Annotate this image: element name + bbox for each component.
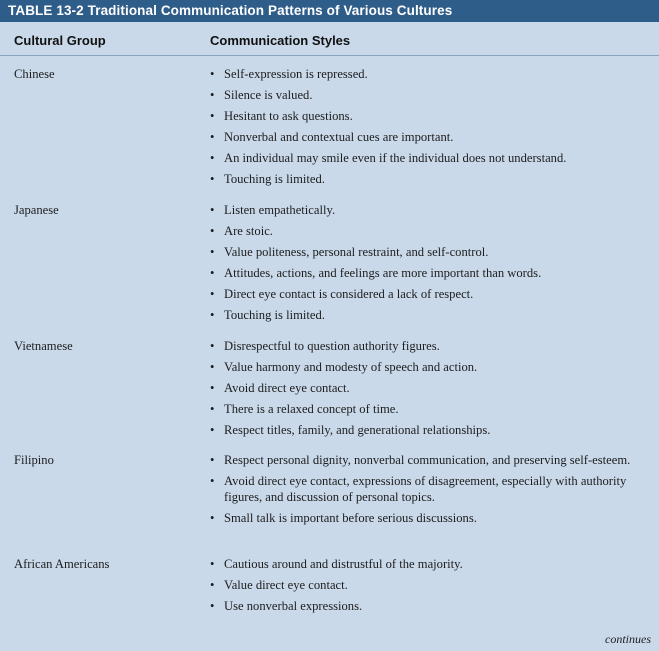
list-item — [210, 129, 650, 145]
style-text: Value politeness, personal restraint, and self-control. — [224, 245, 489, 259]
list-item — [210, 286, 650, 302]
list-item — [210, 66, 650, 82]
communication-styles-list — [210, 202, 650, 328]
list-item — [210, 265, 650, 281]
style-text: Disrespectful to question authority figures. — [224, 339, 440, 353]
bullet-icon: • — [210, 339, 215, 353]
style-text: There is a relaxed concept of time. — [224, 402, 399, 416]
list-item — [210, 380, 650, 396]
cultural-group-name: Vietnamese — [14, 339, 73, 353]
style-text: Avoid direct eye contact, expressions of disagreement, especially with authority figures, and discussion of personal topics. — [224, 474, 627, 504]
list-item — [210, 473, 650, 505]
list-item — [210, 359, 650, 375]
style-text: Avoid direct eye contact. — [224, 381, 350, 395]
style-text: Hesitant to ask questions. — [224, 109, 353, 123]
style-text: Touching is limited. — [224, 308, 325, 322]
style-text: Use nonverbal expressions. — [224, 599, 363, 613]
continues-note: continues — [605, 632, 651, 646]
list-item — [210, 510, 650, 526]
list-item — [210, 307, 650, 323]
bullet-icon: • — [210, 511, 215, 525]
bullet-icon: • — [210, 151, 215, 165]
list-item — [210, 202, 650, 218]
bullet-icon: • — [210, 266, 215, 280]
bullet-icon: • — [210, 109, 215, 123]
bullet-icon: • — [210, 599, 215, 613]
bullet-icon: • — [210, 308, 215, 322]
list-item — [210, 244, 650, 260]
table-title: TABLE 13-2 Traditional Communication Patterns of Various Cultures — [0, 0, 659, 22]
bullet-icon: • — [210, 287, 215, 301]
cultural-group-name: Chinese — [14, 67, 55, 81]
bullet-icon: • — [210, 474, 215, 488]
style-text: Touching is limited. — [224, 172, 325, 186]
list-item — [210, 598, 650, 614]
list-item — [210, 87, 650, 103]
style-text: Attitudes, actions, and feelings are more important than words. — [224, 266, 542, 280]
bullet-icon: • — [210, 360, 215, 374]
style-text: Cautious around and distrustful of the majority. — [224, 557, 463, 571]
list-item — [210, 452, 650, 468]
bullet-icon: • — [210, 402, 215, 416]
communication-styles-list — [210, 338, 650, 443]
bullet-icon: • — [210, 172, 215, 186]
bullet-icon: • — [210, 130, 215, 144]
bullet-icon: • — [210, 245, 215, 259]
style-text: Respect titles, family, and generational relationships. — [224, 423, 491, 437]
communication-styles-list — [210, 556, 650, 619]
cultural-group-name: African Americans — [14, 557, 110, 571]
style-text: Listen empathetically. — [224, 203, 336, 217]
style-text: Are stoic. — [224, 224, 273, 238]
style-text: Respect personal dignity, nonverbal communication, and preserving self-esteem. — [224, 453, 631, 467]
bullet-icon: • — [210, 88, 215, 102]
list-item — [210, 401, 650, 417]
bullet-icon: • — [210, 453, 215, 467]
style-text: Value direct eye contact. — [224, 578, 348, 592]
bullet-icon: • — [210, 203, 215, 217]
column-header-cultural-group: Cultural Group — [14, 33, 106, 48]
communication-styles-list — [210, 452, 650, 531]
list-item — [210, 150, 650, 166]
column-header-communication-styles: Communication Styles — [210, 33, 351, 48]
list-item — [210, 577, 650, 593]
style-text: Nonverbal and contextual cues are important. — [224, 130, 454, 144]
list-item — [210, 556, 650, 572]
list-item — [210, 108, 650, 124]
style-text: Self-expression is repressed. — [224, 67, 368, 81]
style-text: An individual may smile even if the individual does not understand. — [224, 151, 567, 165]
header-divider — [0, 55, 659, 56]
cultural-group-name: Filipino — [14, 453, 54, 467]
style-text: Direct eye contact is considered a lack of respect. — [224, 287, 474, 301]
bullet-icon: • — [210, 67, 215, 81]
style-text: Small talk is important before serious discussions. — [224, 511, 477, 525]
bullet-icon: • — [210, 423, 215, 437]
communication-styles-list — [210, 66, 650, 192]
list-item — [210, 338, 650, 354]
list-item — [210, 171, 650, 187]
bullet-icon: • — [210, 578, 215, 592]
cultural-group-name: Japanese — [14, 203, 59, 217]
style-text: Silence is valued. — [224, 88, 313, 102]
bullet-icon: • — [210, 557, 215, 571]
bullet-icon: • — [210, 381, 215, 395]
style-text: Value harmony and modesty of speech and action. — [224, 360, 478, 374]
list-item — [210, 422, 650, 438]
bullet-icon: • — [210, 224, 215, 238]
list-item — [210, 223, 650, 239]
